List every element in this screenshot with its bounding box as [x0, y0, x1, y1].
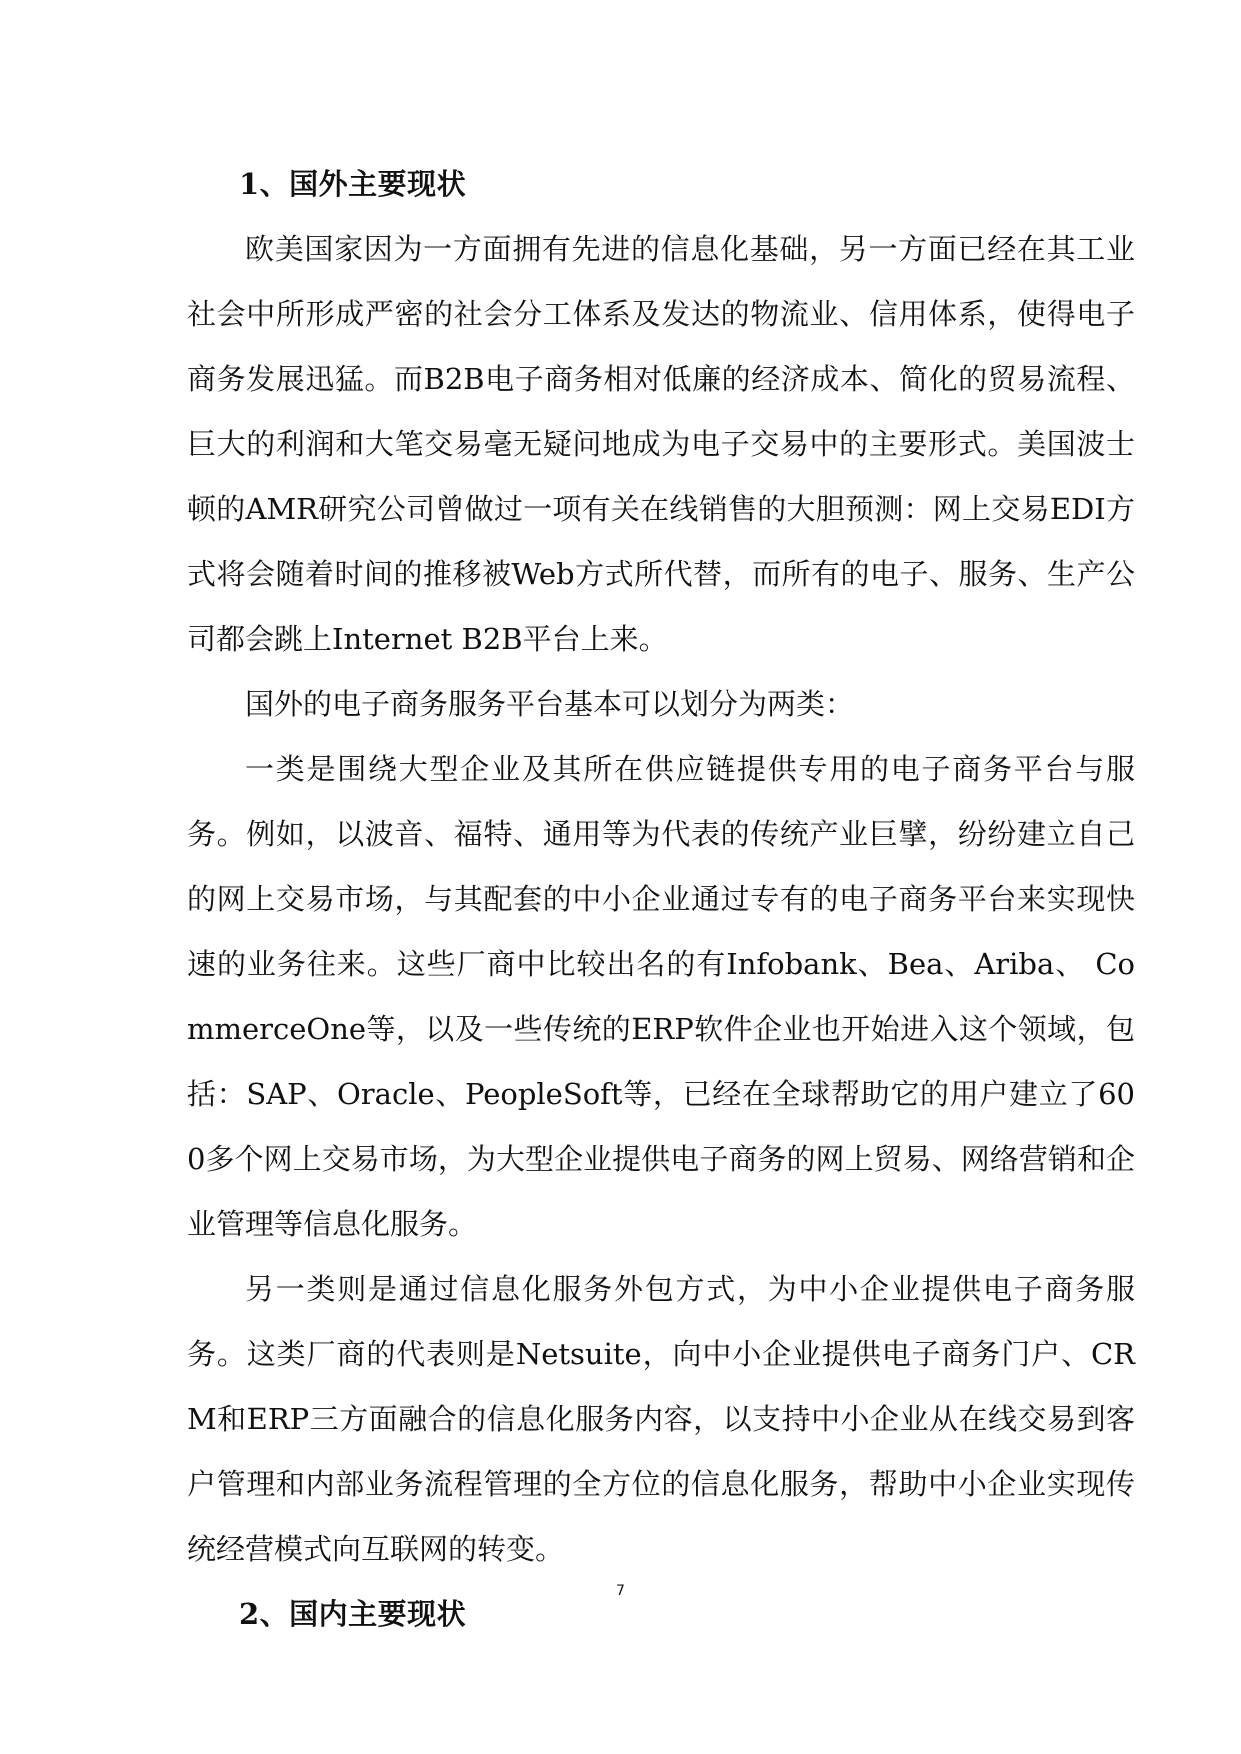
page-content: [187, 152, 1135, 1647]
paragraph-platform-categories: 国外的电子商务服务平台基本可以划分为两类：: [245, 687, 855, 721]
paragraph-category-two: 另一类则是通过信息化服务外包方式，为中小企业提供电子商务服务。这类厂商的代表则是Netsuite，向中小企业提供电子商务门户、CRM和ERP三方面融合的信息化服务内容，以支持中小企业从在线交易到客户管理和内部业务流程管理的全方位的信息化服务，帮助中小企业实现传统经营模式向互联网的转变。: [187, 1272, 1135, 1566]
paragraph-foreign-overview: 欧美国家因为一方面拥有先进的信息化基础，另一方面已经在其工业社会中所形成严密的社会分工体系及发达的物流业、信用体系，使得电子商务发展迅猛。而B2B电子商务相对低廉的经济成本、简化的贸易流程、巨大的利润和大笔交易毫无疑问地成为电子交易中的主要形式。美国波士顿的AMR研究公司曾做过一项有关在线销售的大胆预测：网上交易EDI方式将会随着时间的推移被Web方式所代替，而所有的电子、服务、生产公司都会跳上Internet B2B平台上来。: [187, 232, 1135, 656]
section-heading-domestic: 2、国内主要现状: [239, 1597, 467, 1631]
section-heading-foreign: 1、国外主要现状: [239, 167, 467, 201]
paragraph-category-one: 一类是围绕大型企业及其所在供应链提供专用的电子商务平台与服务。例如，以波音、福特、通用等为代表的传统产业巨擘，纷纷建立自己的网上交易市场，与其配套的中小企业通过专有的电子商务平台来实现快速的业务往来。这些厂商中比较出名的有Infobank、Bea、Ariba、 CommerceOne等，以及一些传统的ERP软件企业也开始进入这个领域，包括：SAP、Oracle、PeopleSoft等，已经在全球帮助它的用户建立了600多个网上交易市场，为大型企业提供电子商务的网上贸易、网络营销和企业管理等信息化服务。: [187, 752, 1135, 1241]
page-number: 7: [616, 1583, 625, 1599]
